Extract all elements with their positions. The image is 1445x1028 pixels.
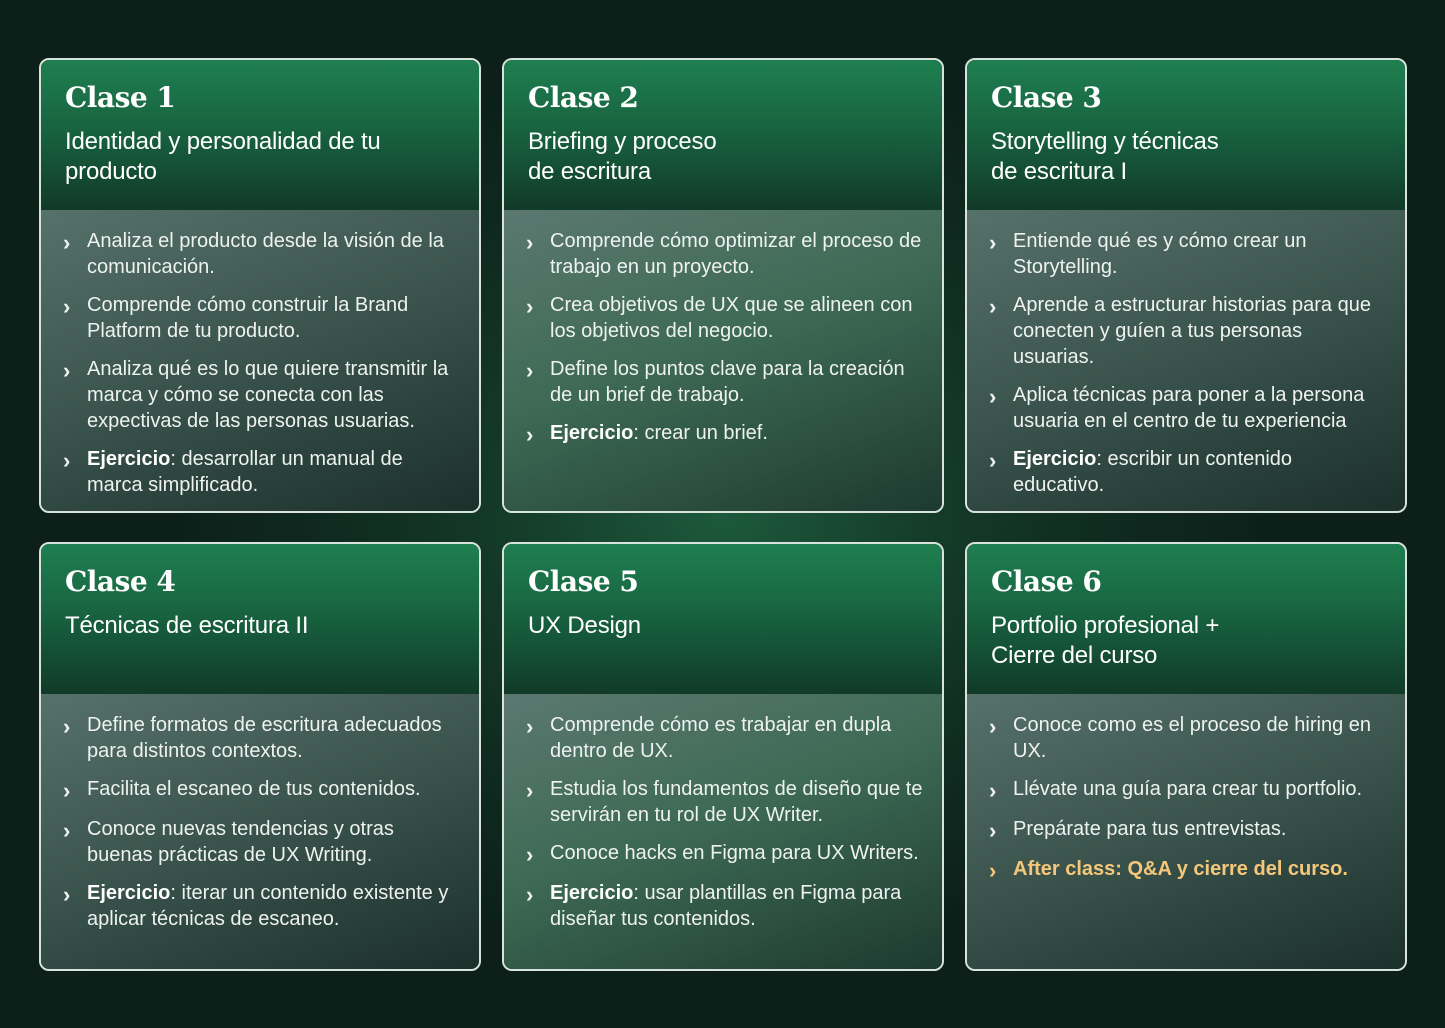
class-card-5 (502, 542, 944, 971)
class-title: Clase 3 (991, 81, 1102, 114)
class-title: Clase 2 (528, 81, 639, 114)
objective-description: Prepárate para tus entrevistas. (1013, 818, 1287, 840)
exercise-label: Ejercicio (550, 882, 634, 904)
objective-text (87, 292, 461, 344)
chevron-right-icon: › (989, 714, 997, 739)
objective-description: : escribir un contenido educativo. (1013, 448, 1293, 496)
objective-text (87, 880, 461, 932)
objective-item (989, 712, 1387, 764)
objective-item (989, 856, 1387, 884)
chevron-right-icon: › (63, 818, 71, 843)
objective-text (550, 712, 924, 764)
objective-description: Conoce nuevas tendencias y otras buenas prácticas de UX Writing. (87, 818, 394, 866)
class-card-1 (39, 58, 481, 513)
objective-text (1013, 382, 1387, 434)
class-card-6 (965, 542, 1407, 971)
objective-text (550, 420, 924, 446)
class-card-2 (502, 58, 944, 513)
objective-description: Aprende a estructurar historias para que conecten y guíen a tus personas usuarias. (1013, 294, 1371, 368)
objective-item (526, 840, 924, 868)
chevron-right-icon: › (989, 778, 997, 803)
objective-item (526, 776, 924, 828)
after-class-highlight: After class: Q&A y cierre del curso. (1013, 858, 1348, 880)
class-title: Clase 4 (65, 565, 176, 598)
objective-item (989, 228, 1387, 280)
chevron-right-icon: › (63, 882, 71, 907)
class-subtitle-line: producto (65, 158, 157, 185)
chevron-right-icon: › (63, 358, 71, 383)
class-card-body (41, 210, 479, 511)
class-subtitle (65, 127, 455, 187)
course-classes-grid (39, 58, 1407, 971)
class-subtitle (991, 611, 1381, 671)
chevron-right-icon: › (526, 230, 534, 255)
objective-description: Define formatos de escritura adecuados para distintos contextos. (87, 714, 442, 762)
objective-text (1013, 712, 1387, 764)
objective-item (63, 816, 461, 868)
class-title: Clase 1 (65, 81, 176, 114)
objective-item (989, 446, 1387, 498)
class-subtitle (528, 127, 918, 187)
objective-text (1013, 292, 1387, 370)
class-card-header (967, 544, 1405, 694)
objective-text (1013, 816, 1387, 842)
class-card-header (41, 60, 479, 210)
class-subtitle (991, 127, 1381, 187)
objective-text (87, 228, 461, 280)
objective-item (526, 228, 924, 280)
class-card-header (967, 60, 1405, 210)
class-subtitle (65, 611, 455, 641)
objective-text (87, 776, 461, 802)
objective-text (550, 776, 924, 828)
objective-item (989, 292, 1387, 370)
class-card-body (967, 210, 1405, 511)
chevron-right-icon: › (63, 294, 71, 319)
objective-item (526, 712, 924, 764)
objective-text (1013, 228, 1387, 280)
objective-text (1013, 446, 1387, 498)
objective-text (1013, 776, 1387, 802)
chevron-right-icon: › (526, 882, 534, 907)
chevron-right-icon: › (63, 448, 71, 473)
chevron-right-icon: › (63, 778, 71, 803)
objectives-list (989, 228, 1387, 498)
class-title: Clase 6 (991, 565, 1102, 598)
objective-item (63, 292, 461, 344)
chevron-right-icon: › (526, 778, 534, 803)
objective-description: Estudia los fundamentos de diseño que te servirán en tu rol de UX Writer. (550, 778, 923, 826)
objective-item (526, 880, 924, 932)
chevron-right-icon: › (989, 294, 997, 319)
objective-item (526, 420, 924, 448)
class-title: Clase 5 (528, 565, 639, 598)
class-subtitle (528, 611, 918, 641)
objective-description: : crear un brief. (633, 422, 768, 444)
objective-description: Conoce hacks en Figma para UX Writers. (550, 842, 919, 864)
class-subtitle-line: Identidad y personalidad de tu (65, 128, 381, 155)
class-card-3 (965, 58, 1407, 513)
objective-text (550, 228, 924, 280)
chevron-right-icon: › (989, 858, 997, 883)
objective-item (526, 292, 924, 344)
class-subtitle-line: UX Design (528, 612, 641, 639)
chevron-right-icon: › (989, 448, 997, 473)
objective-text (87, 356, 461, 434)
objective-item (63, 446, 461, 498)
class-subtitle-line: Técnicas de escritura II (65, 612, 309, 639)
objective-description: : iterar un contenido existente y aplicar técnicas de escaneo. (87, 882, 449, 930)
objective-text (550, 292, 924, 344)
objective-description: Comprende cómo construir la Brand Platform de tu producto. (87, 294, 409, 342)
exercise-label: Ejercicio (87, 448, 171, 470)
chevron-right-icon: › (526, 714, 534, 739)
objective-text (87, 712, 461, 764)
class-subtitle-line: Cierre del curso (991, 642, 1158, 669)
chevron-right-icon: › (989, 230, 997, 255)
class-subtitle-line: Portfolio profesional + (991, 612, 1220, 639)
objectives-list (526, 712, 924, 932)
chevron-right-icon: › (989, 384, 997, 409)
objective-text (87, 446, 461, 498)
objective-item (63, 228, 461, 280)
chevron-right-icon: › (63, 714, 71, 739)
objective-description: Facilita el escaneo de tus contenidos. (87, 778, 421, 800)
objective-item (63, 880, 461, 932)
exercise-label: Ejercicio (550, 422, 634, 444)
objective-description: Entiende qué es y cómo crear un Storytelling. (1013, 230, 1307, 278)
objective-text (87, 816, 461, 868)
objectives-list (526, 228, 924, 448)
chevron-right-icon: › (989, 818, 997, 843)
objective-description: Comprende cómo es trabajar en dupla dentro de UX. (550, 714, 892, 762)
class-card-body (967, 694, 1405, 969)
class-card-header (504, 544, 942, 694)
class-card-header (504, 60, 942, 210)
exercise-label: Ejercicio (87, 882, 171, 904)
class-card-body (41, 694, 479, 969)
class-card-4 (39, 542, 481, 971)
objective-text (550, 840, 924, 866)
objective-item (63, 712, 461, 764)
class-card-header (41, 544, 479, 694)
objective-item (63, 356, 461, 434)
chevron-right-icon: › (526, 842, 534, 867)
objective-description: Define los puntos clave para la creación de un brief de trabajo. (550, 358, 905, 406)
objectives-list (63, 712, 461, 932)
chevron-right-icon: › (526, 294, 534, 319)
objective-text (550, 356, 924, 408)
chevron-right-icon: › (526, 358, 534, 383)
objective-description: : usar plantillas en Figma para diseñar tus contenidos. (550, 882, 902, 930)
objective-description: Aplica técnicas para poner a la persona usuaria en el centro de tu experiencia (1013, 384, 1365, 432)
class-card-body (504, 210, 942, 511)
objective-description: Comprende cómo optimizar el proceso de trabajo en un proyecto. (550, 230, 922, 278)
chevron-right-icon: › (526, 422, 534, 447)
objective-description: : desarrollar un manual de marca simplificado. (87, 448, 403, 496)
objective-description: Analiza el producto desde la visión de la comunicación. (87, 230, 444, 278)
objective-description: Llévate una guía para crear tu portfolio. (1013, 778, 1363, 800)
objective-description: Analiza qué es lo que quiere transmitir la marca y cómo se conecta con las expectivas de las personas usuarias. (87, 358, 449, 432)
class-card-body (504, 694, 942, 969)
objectives-list (63, 228, 461, 498)
objectives-list (989, 712, 1387, 884)
class-subtitle-line: de escritura I (991, 158, 1127, 185)
objective-item (989, 776, 1387, 804)
objective-item (63, 776, 461, 804)
class-subtitle-line: de escritura (528, 158, 651, 185)
chevron-right-icon: › (63, 230, 71, 255)
objective-text (550, 880, 924, 932)
objective-item (989, 382, 1387, 434)
objective-item (526, 356, 924, 408)
class-subtitle-line: Storytelling y técnicas (991, 128, 1219, 155)
exercise-label: Ejercicio (1013, 448, 1097, 470)
objective-description: Conoce como es el proceso de hiring en UX. (1013, 714, 1371, 762)
objective-description: Crea objetivos de UX que se alineen con los objetivos del negocio. (550, 294, 913, 342)
class-subtitle-line: Briefing y proceso (528, 128, 717, 155)
objective-item (989, 816, 1387, 844)
